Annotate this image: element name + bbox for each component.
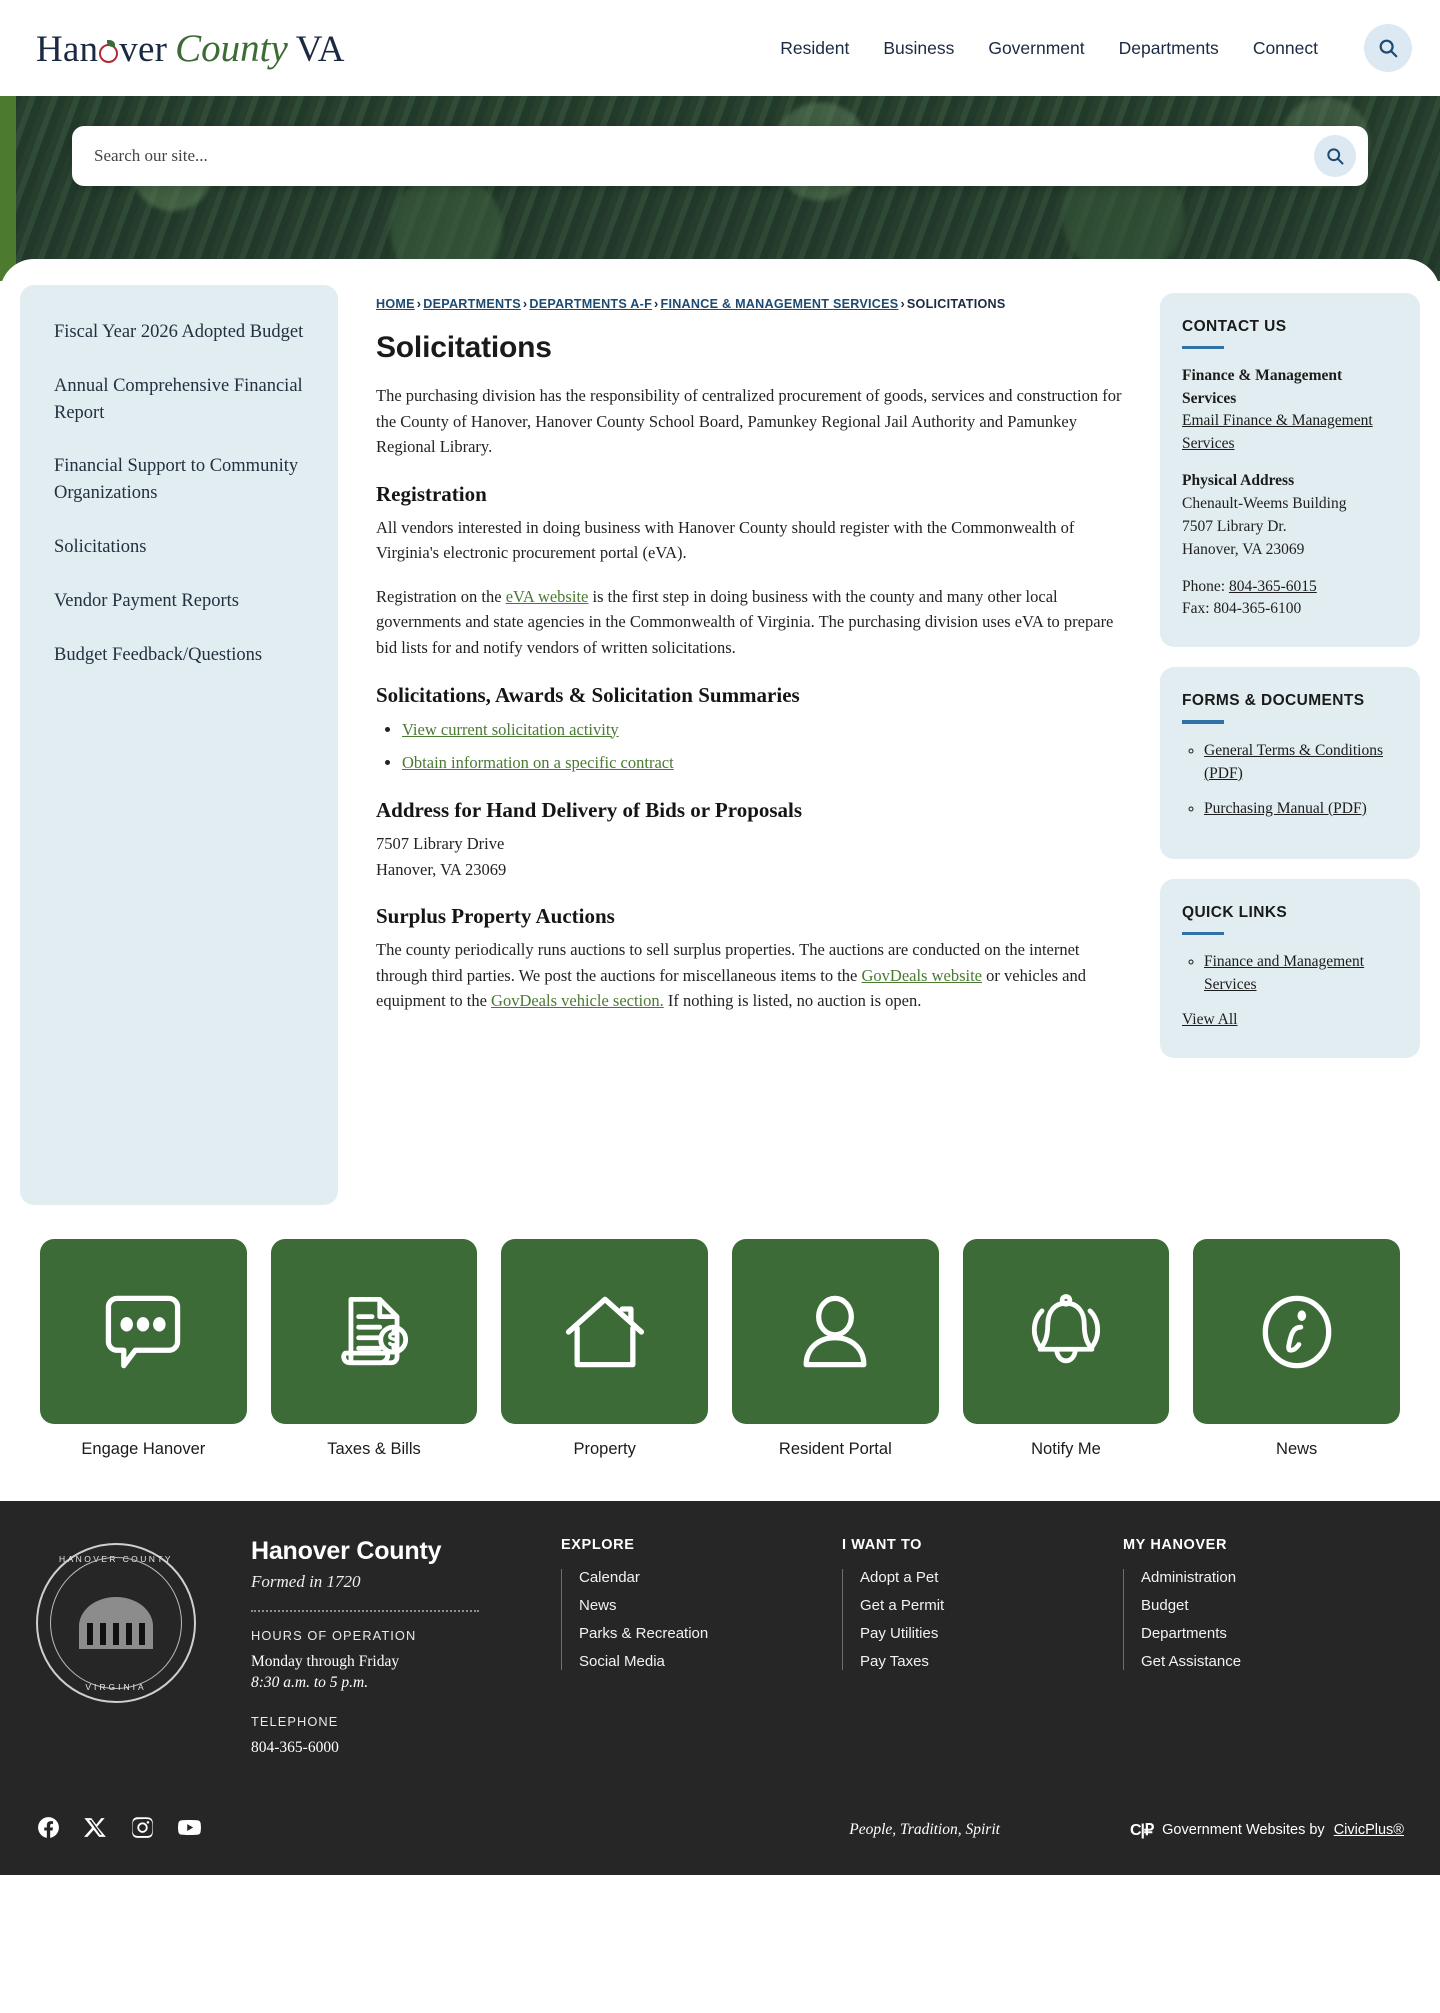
list-item — [1204, 951, 1398, 997]
hero-search-container — [72, 126, 1368, 186]
heading-registration: Registration — [376, 481, 487, 506]
registration-text-after: is the first step in doing business with the county and many other local governments and state agencies in the Commonwealth of Virginia. The purchasing division uses eVA to prepare bid lists for and notify vendors of written solicitations. — [376, 586, 1114, 657]
search-icon — [1325, 146, 1345, 166]
right-sidebar — [1160, 285, 1420, 1078]
phone-number-link[interactable]: 804-365-6015 — [1228, 577, 1317, 595]
phone-label: Phone: — [1182, 577, 1226, 595]
footer-link-get-a-permit[interactable]: Get a Permit — [860, 1597, 945, 1614]
county-seal-icon — [36, 1543, 196, 1703]
hours-days: Monday through Friday — [251, 1653, 400, 1670]
sidebar-item-solicitations[interactable]: Solicitations — [54, 537, 147, 558]
breadcrumb-separator: › — [416, 297, 422, 311]
footer-column-my-hanover — [1123, 1537, 1404, 1759]
contact-address-line-1: Chenault-Weems Building — [1182, 494, 1347, 512]
contact-us-box — [1160, 293, 1420, 647]
youtube-icon — [177, 1815, 202, 1840]
x-twitter-icon — [83, 1815, 108, 1840]
quick-access-tiles-section — [20, 1205, 1420, 1501]
heading-underline — [1182, 932, 1224, 936]
footer-link-adopt-a-pet[interactable]: Adopt a Pet — [860, 1569, 939, 1586]
tile-cell-resident-portal — [732, 1239, 939, 1459]
surplus-paragraph — [376, 937, 1124, 1014]
link-purchasing-manual-pdf[interactable]: Purchasing Manual (PDF) — [1204, 799, 1367, 817]
footer-link-calendar[interactable]: Calendar — [579, 1569, 640, 1586]
instagram-icon — [130, 1815, 155, 1840]
logo-text-va: VA — [295, 28, 345, 70]
county-motto: People, Tradition, Spirit — [849, 1820, 1000, 1838]
footer-link-administration[interactable]: Administration — [1141, 1569, 1237, 1586]
tile-label: Taxes & Bills — [327, 1440, 421, 1458]
view-all-link[interactable]: View All — [1182, 1010, 1238, 1028]
govdeals-vehicle-section-link[interactable]: GovDeals vehicle section. — [491, 991, 664, 1011]
footer-column-title: EXPLORE — [561, 1537, 635, 1553]
link-obtain-information-specific-contract[interactable]: Obtain information on a specific contract — [402, 753, 674, 773]
social-link-youtube[interactable] — [177, 1815, 202, 1845]
footer-link-pay-taxes[interactable]: Pay Taxes — [860, 1653, 929, 1670]
breadcrumb-separator: › — [654, 297, 659, 311]
surplus-text-mid: or vehicles and equipment to the — [376, 965, 1087, 1011]
footer-county-info — [251, 1537, 561, 1759]
tile-label: Notify Me — [1031, 1440, 1101, 1458]
social-link-facebook[interactable] — [36, 1815, 61, 1845]
surplus-text-after: If nothing is listed, no auction is open. — [663, 991, 922, 1011]
person-icon — [787, 1284, 883, 1380]
heading-underline — [1182, 346, 1224, 350]
site-footer — [0, 1467, 1440, 1875]
hours-time: 8:30 a.m. to 5 p.m. — [251, 1673, 369, 1691]
facebook-icon — [36, 1815, 61, 1840]
breadcrumb-item-departments[interactable]: DEPARTMENTS — [423, 297, 521, 311]
quick-access-tiles — [40, 1239, 1400, 1459]
content-grid — [20, 285, 1420, 1205]
tile-cell-news — [1193, 1239, 1400, 1459]
contact-address-line-2: 7507 Library Dr. — [1182, 517, 1287, 535]
footer-links-explore — [561, 1569, 842, 1670]
footer-formed-year: Formed in 1720 — [251, 1572, 361, 1591]
social-link-instagram[interactable] — [130, 1815, 155, 1845]
site-search-submit-button[interactable] — [1314, 135, 1356, 177]
forms-documents-list — [1204, 740, 1398, 821]
forms-documents-heading: FORMS & DOCUMENTS — [1182, 692, 1365, 710]
registration-text-before: Registration on the — [376, 586, 506, 606]
nav-item-business[interactable]: Business — [883, 37, 955, 58]
footer-link-social-media[interactable]: Social Media — [579, 1653, 665, 1670]
sidebar-item-annual-comprehensive-financial-report[interactable]: Annual Comprehensive Financial Report — [54, 375, 303, 423]
page-shell — [0, 259, 1440, 1501]
tile-taxes-bills[interactable] — [271, 1239, 478, 1424]
address-line-1: 7507 Library Drive — [376, 834, 505, 854]
link-general-terms-conditions-pdf[interactable]: General Terms & Conditions (PDF) — [1204, 741, 1384, 782]
footer-seal-wrapper — [36, 1537, 251, 1759]
registration-paragraph-2 — [376, 584, 1124, 661]
registration-paragraph-1: All vendors interested in doing business with Hanover County should register with the Commonwealth of Virginia's electronic procurement portal (eVA). — [376, 517, 1075, 563]
tile-label: Engage Hanover — [81, 1440, 206, 1458]
section-sidebar-nav — [20, 285, 338, 1205]
quick-links-box — [1160, 879, 1420, 1058]
contact-address-line-3: Hanover, VA 23069 — [1182, 540, 1305, 558]
list-item — [402, 718, 1124, 743]
footer-telephone: 804-365-6000 — [251, 1738, 339, 1756]
footer-top — [36, 1537, 1404, 1789]
footer-link-budget[interactable]: Budget — [1141, 1597, 1189, 1614]
spacer — [251, 1694, 561, 1714]
quick-links-heading: QUICK LINKS — [1182, 903, 1288, 921]
footer-column-explore — [561, 1537, 842, 1759]
heading-solicitations-awards: Solicitations, Awards & Solicitation Summaries — [376, 682, 800, 707]
footer-column-title: I WANT TO — [842, 1537, 923, 1553]
eva-website-link[interactable]: eVA website — [505, 586, 589, 606]
house-icon — [557, 1284, 653, 1380]
footer-bottom-bar — [36, 1789, 1404, 1875]
logo-text-hanover-part2: ver — [119, 28, 168, 70]
footer-link-parks-recreation[interactable]: Parks & Recreation — [579, 1625, 709, 1642]
tile-property[interactable] — [501, 1239, 708, 1424]
nav-item-departments[interactable]: Departments — [1118, 37, 1219, 58]
address-line-2: Hanover, VA 23069 — [376, 859, 507, 879]
social-link-x-twitter[interactable] — [83, 1815, 108, 1845]
sidebar-item-budget-feedback-questions[interactable]: Budget Feedback/Questions — [54, 644, 263, 665]
tile-label: News — [1276, 1440, 1318, 1458]
site-logo[interactable] — [36, 26, 344, 71]
seal-top-text: HANOVER COUNTY — [59, 1554, 173, 1564]
quick-links-list — [1204, 951, 1398, 997]
breadcrumb-item-finance-management-services[interactable]: FINANCE & MANAGEMENT SERVICES — [660, 297, 899, 311]
footer-link-news[interactable]: News — [579, 1597, 617, 1614]
heading-address-hand-delivery: Address for Hand Delivery of Bids or Proposals — [376, 798, 803, 823]
physical-address-label: Physical Address — [1182, 472, 1295, 490]
seal-bottom-text: VIRGINIA — [85, 1682, 147, 1692]
civicplus-brand-link[interactable]: CivicPlus® — [1333, 1821, 1404, 1838]
tile-label: Resident Portal — [778, 1440, 892, 1458]
solicitations-link-list — [402, 718, 1124, 777]
search-icon — [1377, 37, 1399, 59]
tile-resident-portal[interactable] — [732, 1239, 939, 1424]
footer-link-pay-utilities[interactable]: Pay Utilities — [860, 1625, 939, 1642]
civicplus-attribution — [1130, 1820, 1404, 1840]
breadcrumb-separator: › — [522, 297, 528, 311]
fax-label: Fax: — [1182, 600, 1210, 618]
nav-item-government[interactable]: Government — [988, 37, 1085, 58]
hero-accent-bar — [0, 96, 16, 281]
tile-engage-hanover[interactable] — [40, 1239, 247, 1424]
breadcrumb-separator: › — [900, 297, 905, 311]
footer-link-departments[interactable]: Departments — [1141, 1625, 1227, 1642]
hero-banner — [0, 96, 1440, 281]
fax-number: 804-365-6100 — [1213, 600, 1302, 618]
breadcrumb-item-home[interactable]: HOME — [376, 297, 415, 311]
logo-text-hanover-part1: Han — [36, 28, 99, 70]
contact-phone-row — [1182, 576, 1398, 599]
nav-item-connect[interactable]: Connect — [1252, 37, 1318, 58]
footer-column-title: MY HANOVER — [1123, 1537, 1228, 1553]
site-header — [0, 0, 1440, 96]
nav-item-resident[interactable]: Resident — [780, 37, 850, 58]
breadcrumb — [376, 293, 1124, 315]
sidebar-item-financial-support-to-community-organizations[interactable]: Financial Support to Community Organizations — [54, 456, 299, 504]
footer-links-my-hanover — [1123, 1569, 1404, 1670]
invoice-dollar-icon — [326, 1284, 422, 1380]
link-view-current-solicitation-activity[interactable]: View current solicitation activity — [402, 719, 619, 739]
govdeals-website-link[interactable]: GovDeals website — [861, 965, 982, 985]
apple-icon — [99, 44, 118, 63]
courthouse-graphic — [79, 1597, 153, 1649]
heading-underline — [1182, 720, 1224, 724]
surplus-text-before: The county periodically runs auctions to sell surplus properties. The auctions are conducted on the internet through third parties. We post the auctions for miscellaneous items to the — [376, 940, 1080, 985]
link-finance-and-management-services[interactable]: Finance and Management Services — [1204, 953, 1365, 993]
logo-text-county: County — [175, 26, 288, 70]
tile-notify-me[interactable] — [963, 1239, 1170, 1424]
header-search-button[interactable] — [1364, 24, 1412, 72]
site-search-box[interactable] — [72, 126, 1368, 186]
tile-cell-notify-me — [963, 1239, 1170, 1459]
footer-links-i-want-to — [842, 1569, 1123, 1670]
info-circle-icon — [1249, 1284, 1345, 1380]
list-item — [1204, 740, 1398, 786]
tile-cell-engage-hanover — [40, 1239, 247, 1459]
tile-cell-taxes-bills — [271, 1239, 478, 1459]
intro-paragraph: The purchasing division has the responsibility of centralized procurement of goods, services and construction for the County of Hanover, Hanover County School Board, Pamunkey Regional Jail Authority and Pamunkey Regional Library. — [376, 386, 1122, 457]
contact-fax-row — [1182, 598, 1398, 621]
social-media-links — [36, 1815, 202, 1845]
tile-news[interactable] — [1193, 1239, 1400, 1424]
forms-documents-box — [1160, 667, 1420, 858]
seal-inner-ring — [50, 1557, 182, 1689]
main-navigation — [778, 24, 1412, 72]
footer-divider — [251, 1610, 479, 1612]
contact-department-name: Finance & Management Services — [1182, 367, 1343, 407]
tile-label: Property — [573, 1440, 636, 1458]
search-input[interactable] — [94, 146, 1314, 166]
breadcrumb-item-current: SOLICITATIONS — [906, 297, 1006, 311]
breadcrumb-item-departments-a-f[interactable]: DEPARTMENTS A-F — [529, 297, 653, 311]
spacer — [1182, 562, 1398, 576]
civicplus-logo-icon: C|₽ — [1129, 1821, 1154, 1839]
sidebar-item-vendor-payment-reports[interactable]: Vendor Payment Reports — [54, 590, 239, 611]
page-title: Solicitations — [376, 331, 552, 365]
footer-link-get-assistance[interactable]: Get Assistance — [1141, 1653, 1242, 1670]
bell-icon — [1018, 1284, 1114, 1380]
main-content — [338, 285, 1160, 1072]
list-item — [402, 751, 1124, 776]
hours-of-operation-label: HOURS OF OPERATION — [251, 1628, 417, 1643]
footer-county-name: Hanover County — [251, 1537, 442, 1565]
email-finance-management-services-link[interactable]: Email Finance & Management Services — [1182, 412, 1373, 453]
spacer — [1182, 456, 1398, 470]
civicplus-text: Government Websites by — [1162, 1821, 1325, 1838]
tile-cell-property — [501, 1239, 708, 1459]
hand-delivery-address — [376, 831, 1124, 882]
heading-surplus-property-auctions: Surplus Property Auctions — [376, 904, 615, 929]
list-item — [1204, 798, 1398, 821]
chat-bubble-icon — [95, 1284, 191, 1380]
footer-column-i-want-to — [842, 1537, 1123, 1759]
contact-us-heading: CONTACT US — [1182, 318, 1287, 335]
sidebar-item-fiscal-year-2026-adopted-budget[interactable]: Fiscal Year 2026 Adopted Budget — [54, 322, 304, 342]
telephone-label: TELEPHONE — [251, 1713, 339, 1729]
